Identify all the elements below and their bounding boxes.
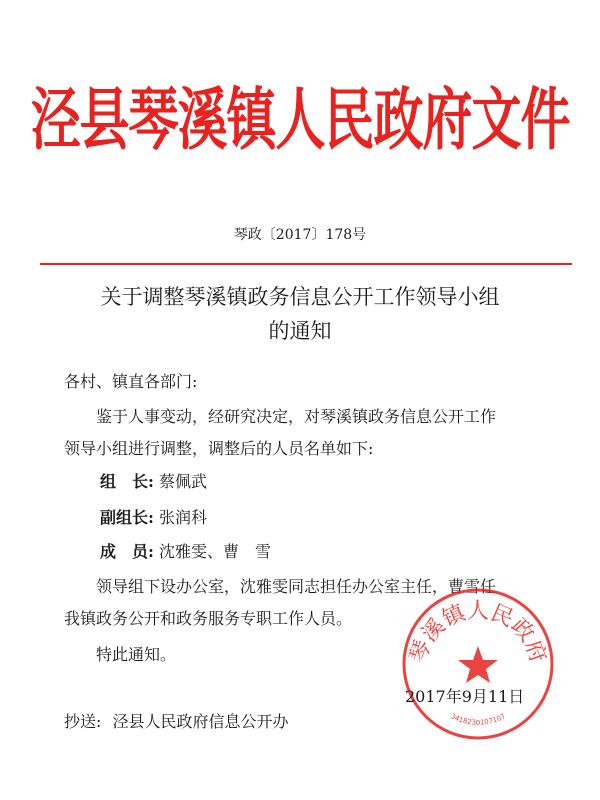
- document-number: 琴政〔2017〕178号: [233, 227, 367, 243]
- salutation: 各村、镇直各部门:: [64, 372, 198, 391]
- member-row-members: [100, 541, 271, 563]
- paragraph-1-line-2: 领导小组进行调整，调整后的人员名单如下:: [64, 439, 374, 458]
- cc-recipient: 泾县人民政府信息公开办: [112, 712, 289, 731]
- cc-label: 抄送:: [64, 712, 102, 731]
- document-header-title: 泾县琴溪镇人民政府文件: [30, 79, 570, 160]
- member-role: 成 员:: [100, 542, 154, 561]
- paragraph-1-line-1: 鉴于人事变动，经研究决定，对琴溪镇政务信息公开工作: [96, 407, 497, 426]
- notice-title-line-1: 关于调整琴溪镇政务信息公开工作领导小组: [100, 285, 500, 309]
- official-seal-icon: [398, 584, 558, 744]
- seal-star-icon: [458, 646, 498, 683]
- paragraph-2-line-1: 领导组下设办公室，沈雅雯同志担任办公室主任，曹雪任: [96, 577, 497, 596]
- member-role: 组 长:: [100, 472, 154, 491]
- paragraph-2-line-2: 我镇政务公开和政务服务专职工作人员。: [64, 609, 353, 628]
- seal-serial: 3418230107107: [449, 712, 507, 727]
- member-row-leader: [100, 471, 207, 493]
- member-names: 蔡佩武: [159, 472, 208, 491]
- notice-title: [0, 280, 600, 348]
- member-role: 副组长:: [100, 508, 154, 527]
- closing-text: 特此通知。: [96, 645, 177, 664]
- seal-text: 琴溪镇人民政府: [405, 599, 551, 667]
- member-names: 张润科: [159, 508, 208, 527]
- red-divider-line: [40, 263, 572, 265]
- notice-title-line-2: 的通知: [268, 319, 332, 343]
- cc-line: [64, 711, 289, 733]
- member-row-deputy: [100, 507, 207, 529]
- member-names: 沈雅雯、曹 雪: [159, 542, 272, 561]
- signature-date: 2017年9月11日: [405, 687, 525, 706]
